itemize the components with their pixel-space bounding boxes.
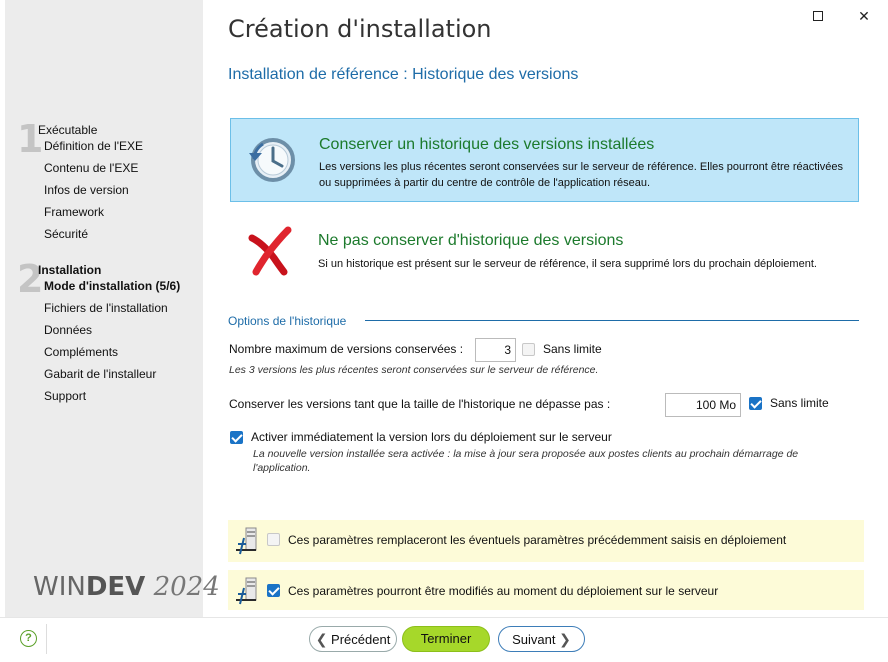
max-versions-unlimited-label: Sans limite xyxy=(543,342,602,356)
sidebar-item-security[interactable]: Sécurité xyxy=(44,227,89,241)
finish-button[interactable]: Terminer xyxy=(402,626,490,652)
sidebar-item-media[interactable]: Support xyxy=(44,389,87,403)
option-keep-history-title: Conserver un historique des versions installées xyxy=(319,136,655,153)
close-button[interactable] xyxy=(854,6,874,26)
step-number: 1 xyxy=(17,117,44,161)
previous-button-label: Précédent xyxy=(331,632,391,647)
next-button-label: Suivant xyxy=(512,632,556,647)
sidebar-item-exe-definition[interactable]: Définition de l'EXE xyxy=(44,139,144,153)
footer-separator xyxy=(0,617,888,618)
option-keep-history-desc: Les versions les plus récentes seront conservées sur le serveur de référence. Elles pourront être réactivées ou supprimées à partir du centre de contrôle de l'application réseau. xyxy=(319,161,843,189)
red-cross-icon xyxy=(246,226,296,276)
max-versions-unlimited-checkbox[interactable] xyxy=(522,343,535,356)
help-button[interactable] xyxy=(20,630,37,647)
section-title-history-options: Options de l'historique xyxy=(228,314,347,328)
history-size-unlimited-label: Sans limite xyxy=(770,396,829,410)
history-size-input[interactable]: 100 Mo xyxy=(665,393,741,417)
notice-modifiable-settings xyxy=(228,570,864,610)
windev-logo xyxy=(33,572,220,602)
override-settings-label: Ces paramètres remplaceront les éventuels paramètres précédemment saisis en déploiement xyxy=(288,533,787,547)
sidebar-item-install-files[interactable]: Fichiers de l'installation xyxy=(44,301,168,315)
history-size-label: Conserver les versions tant que la taille de l'historique ne dépasse pas : xyxy=(229,397,611,411)
step-title-executable[interactable]: Exécutable xyxy=(38,123,98,137)
chevron-left-icon: ❮ xyxy=(315,631,328,647)
sidebar-item-install-mode[interactable]: Mode d'installation (5/6) xyxy=(44,279,181,293)
modifiable-settings-checkbox[interactable] xyxy=(267,584,280,597)
server-deploy-icon xyxy=(234,576,260,606)
footer-divider xyxy=(46,624,47,654)
sidebar-item-framework[interactable]: Framework xyxy=(44,205,105,219)
option-keep-history[interactable] xyxy=(230,118,859,202)
maximize-button[interactable] xyxy=(808,6,828,26)
option-no-history-title: Ne pas conserver d'historique des versions xyxy=(318,232,624,249)
step-title-installation[interactable]: Installation xyxy=(38,263,102,277)
sidebar-item-addons[interactable]: Compléments xyxy=(44,345,119,359)
sidebar-item-exe-content[interactable]: Contenu de l'EXE xyxy=(44,161,139,175)
option-no-history-desc: Si un historique est présent sur le serveur de référence, il sera supprimé lors du prochain déploiement. xyxy=(318,258,817,270)
history-size-unlimited-checkbox[interactable] xyxy=(749,397,762,410)
next-button[interactable] xyxy=(498,626,585,652)
server-deploy-icon xyxy=(234,526,260,556)
previous-button[interactable] xyxy=(309,626,397,652)
close-icon: ✕ xyxy=(858,8,870,24)
modifiable-settings-label: Ces paramètres pourront être modifiés au moment du déploiement sur le serveur xyxy=(288,584,719,598)
override-settings-checkbox[interactable] xyxy=(267,533,280,546)
notice-override-settings xyxy=(228,520,864,562)
chevron-right-icon: ❯ xyxy=(559,631,571,647)
max-versions-hint: Les 3 versions les plus récentes seront conservées sur le serveur de référence. xyxy=(229,364,599,376)
activate-version-checkbox[interactable] xyxy=(230,431,243,444)
sidebar-item-data[interactable]: Données xyxy=(44,323,93,337)
page-title: Création d'installation xyxy=(228,15,492,43)
activate-version-label: Activer immédiatement la version lors du déploiement sur le serveur xyxy=(251,430,612,444)
wizard-sidebar xyxy=(5,0,220,617)
logo-dev: DEV xyxy=(85,572,146,602)
logo-year: 2024 xyxy=(153,572,220,602)
page-subtitle: Installation de référence : Historique des versions xyxy=(228,66,579,83)
logo-win: WIN xyxy=(33,572,86,602)
activate-version-hint: La nouvelle version installée sera activée : la mise à jour sera proposée aux postes clients au prochain démarrage de l'application. xyxy=(253,448,799,474)
sidebar-item-version-info[interactable]: Infos de version xyxy=(44,183,129,197)
section-divider xyxy=(365,320,859,321)
maximize-icon xyxy=(813,11,823,21)
option-no-history[interactable] xyxy=(230,222,859,282)
help-icon: ? xyxy=(25,632,32,644)
max-versions-label: Nombre maximum de versions conservées : xyxy=(229,342,464,356)
step-number: 2 xyxy=(17,257,44,301)
history-clock-icon xyxy=(243,131,299,187)
sidebar-item-installer-template[interactable]: Gabarit de l'installeur xyxy=(44,367,157,381)
max-versions-input[interactable]: 3 xyxy=(475,338,516,362)
